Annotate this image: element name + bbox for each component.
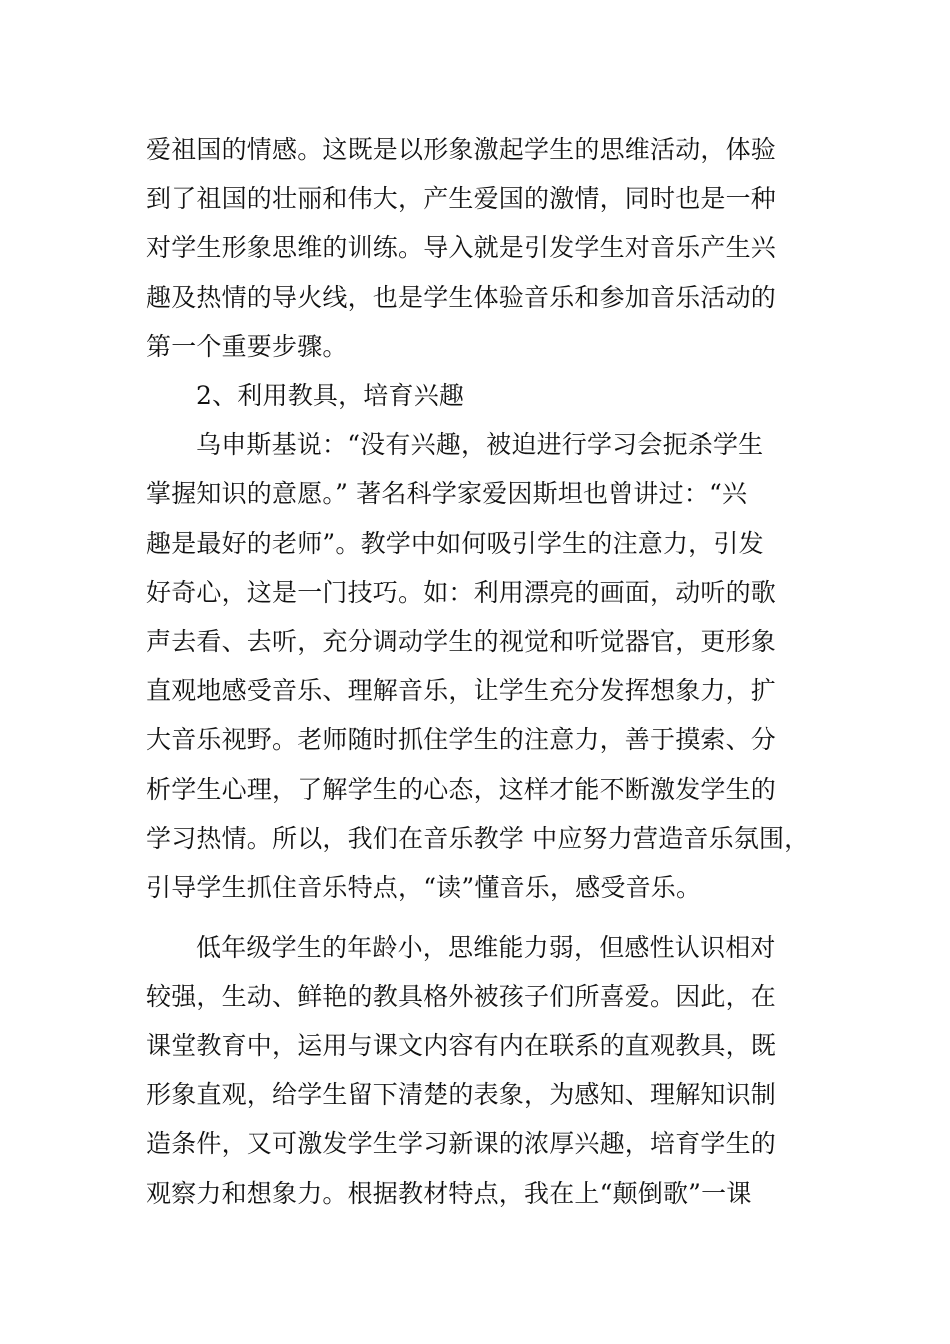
- section-heading: 2、利用教具，培育兴趣: [196, 381, 465, 410]
- text-line: 较强，生动、鲜艳的教具格外被孩子们所喜爱。因此，在: [146, 982, 777, 1011]
- text-line: 好奇心，这是一门技巧。如：利用漂亮的画面，动听的歌: [146, 578, 777, 607]
- text-line: 直观地感受音乐、理解音乐，让学生充分发挥想象力，扩: [146, 676, 777, 705]
- text-line: 低年级学生的年龄小，思维能力弱，但感性认识相对: [196, 933, 776, 962]
- text-line: 析学生心理，了解学生的心态，这样才能不断激发学生的: [146, 775, 777, 804]
- text-line: 大音乐视野。老师随时抓住学生的注意力，善于摸索、分: [146, 725, 777, 754]
- text-line: 乌申斯基说：“没有兴趣，被迫进行学习会扼杀学生: [196, 430, 764, 459]
- text-line: 趣及热情的导火线，也是学生体验音乐和参加音乐活动的: [146, 283, 777, 312]
- text-line: 课堂教育中，运用与课文内容有内在联系的直观教具，既: [146, 1031, 777, 1060]
- text-line: 爱祖国的情感。这既是以形象激起学生的思维活动，体验: [146, 135, 777, 164]
- text-line: 形象直观，给学生留下清楚的表象，为感知、理解知识制: [146, 1080, 777, 1109]
- text-line: 引导学生抓住音乐特点，“读”懂音乐，感受音乐。: [146, 873, 702, 902]
- text-line: 声去看、去听，充分调动学生的视觉和听觉器官，更形象: [146, 627, 777, 656]
- text-line: 学习热情。所以，我们在音乐教学 中应努力营造音乐氛围，: [146, 824, 810, 853]
- text-line: 第一个重要步骤。: [146, 332, 348, 361]
- text-line: 造条件，又可激发学生学习新课的浓厚兴趣，培育学生的: [146, 1129, 777, 1158]
- text-line: 掌握知识的意愿。” 著名科学家爱因斯坦也曾讲过：“兴: [146, 479, 748, 508]
- text-line: 观察力和想象力。根据教材特点，我在上“颠倒歌”一课: [146, 1179, 752, 1208]
- text-line: 对学生形象思维的训练。导入就是引发学生对音乐产生兴: [146, 233, 777, 262]
- text-line: 趣是最好的老师”。教学中如何吸引学生的注意力，引发: [146, 529, 764, 558]
- text-line: 到了祖国的壮丽和伟大，产生爱国的激情，同时也是一种: [146, 184, 777, 213]
